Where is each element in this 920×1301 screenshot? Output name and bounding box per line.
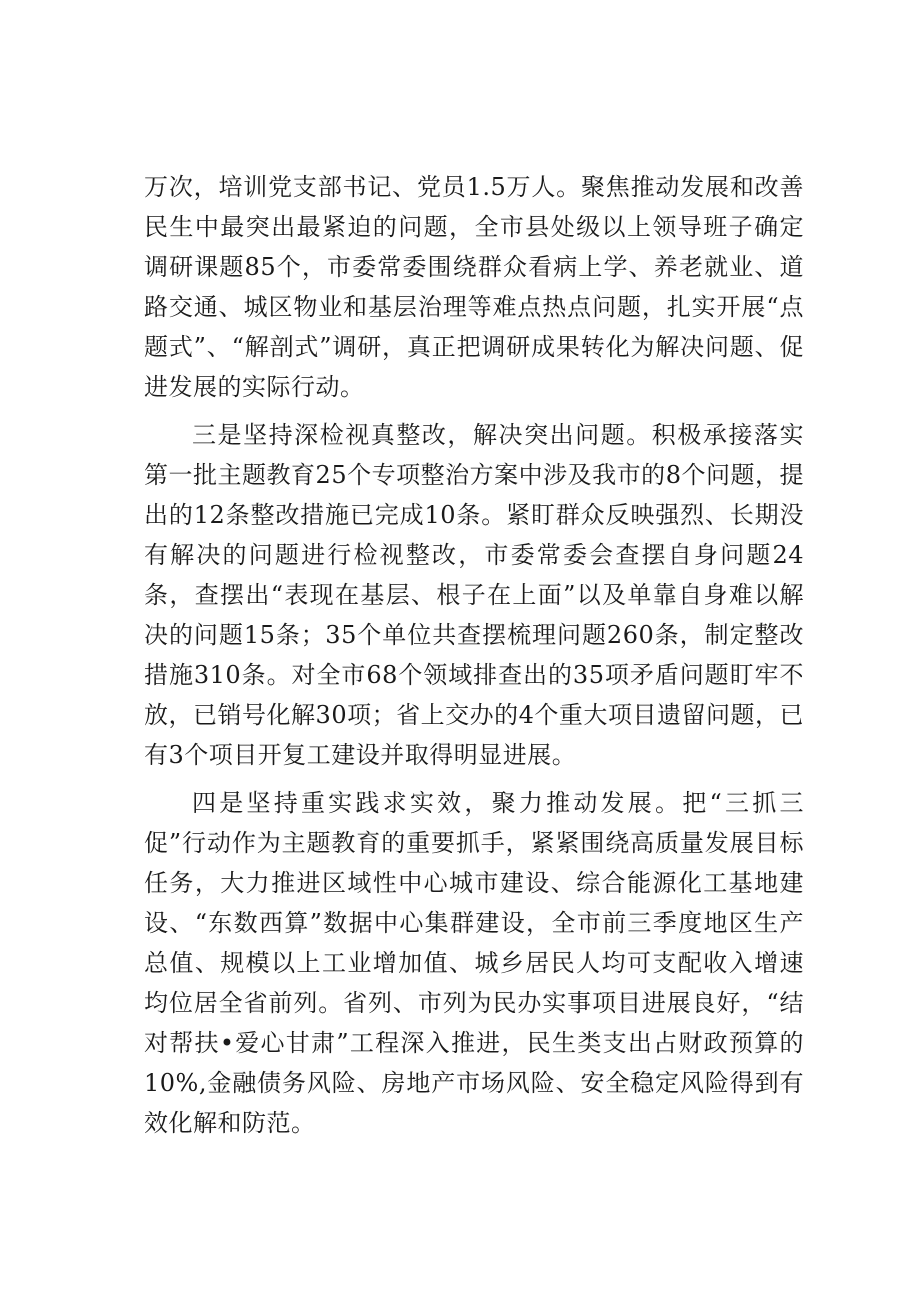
paragraph-3: 四是坚持重实践求实效，聚力推动发展。把“三抓三促”行动作为主题教育的重要抓手，紧紧围绕高质量发展目标任务，大力推进区域性中心城市建设、综合能源化工基地建设、“东数西算”数据中心集群建设，全市前三季度地区生产总值、规模以上工业增加值、城乡居民人均可支配收入增速均位居全省前列。省列、市列为民办实事项目进展良好，“结对帮扶•爱心甘肃”工程深入推进，民生类支出占财政预算的10%,金融债务风险、房地产市场风险、安全稳定风险得到有效化解和防范。 <box>144 789 804 1137</box>
paragraph-1: 万次，培训党支部书记、党员1.5万人。聚焦推动发展和改善民生中最突出最紧迫的问题，全市县处级以上领导班子确定调研课题85个，市委常委围绕群众看病上学、养老就业、道路交通、城区物业和基层治理等难点热点问题，扎实开展“点题式”、“解剖式”调研，真正把调研成果转化为解决问题、促进发展的实际行动。 <box>144 173 804 401</box>
paragraph-2: 三是坚持深检视真整改，解决突出问题。积极承接落实第一批主题教育25个专项整治方案中涉及我市的8个问题，提出的12条整改措施已完成10条。紧盯群众反映强烈、长期没有解决的问题进行检视整改，市委常委会查摆自身问题24条，查摆出“表现在基层、根子在上面”以及单靠自身难以解决的问题15条；35个单位共查摆梳理问题260条，制定整改措施310条。对全市68个领域排查出的35项矛盾问题盯牢不放，已销号化解30项；省上交办的4个重大项目遗留问题，已有3个项目开复工建设并取得明显进展。 <box>144 421 804 769</box>
document-body <box>144 167 804 1143</box>
